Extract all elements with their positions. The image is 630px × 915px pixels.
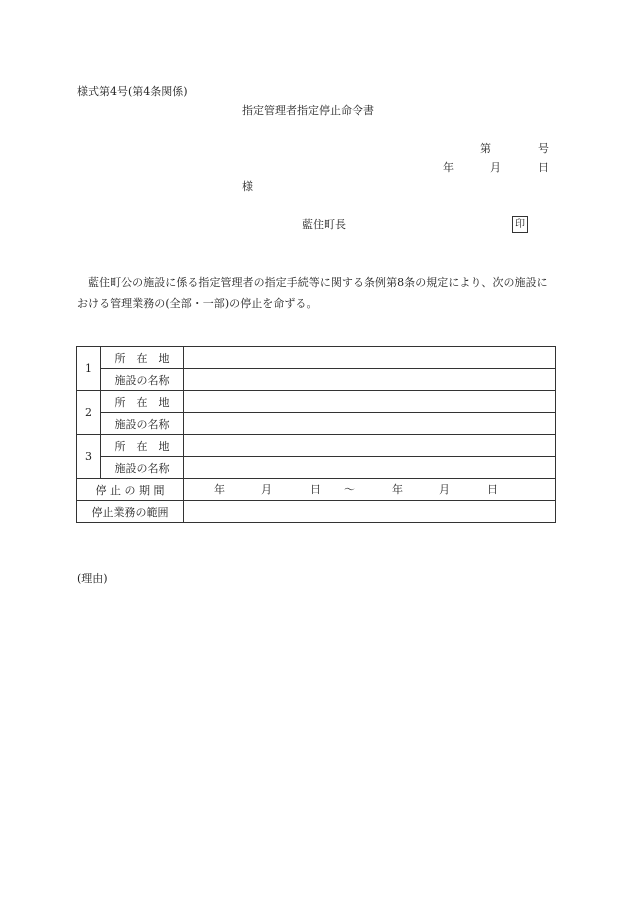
period-start-year: 年 xyxy=(214,483,225,496)
period-tilde: ～ xyxy=(344,483,355,496)
table-row xyxy=(77,457,556,479)
document-title: 指定管理者指定停止命令書 xyxy=(242,104,374,117)
location-label: 所 在 地 xyxy=(101,347,184,369)
row-number: 1 xyxy=(77,347,101,391)
location-label: 所 在 地 xyxy=(101,435,184,457)
suspended-scope-label: 停止業務の範囲 xyxy=(77,501,184,523)
facility-table xyxy=(76,346,556,523)
table-row xyxy=(77,413,556,435)
facility-name-value xyxy=(184,457,556,479)
facility-name-label: 施設の名称 xyxy=(101,369,184,391)
location-value xyxy=(184,347,556,369)
facility-name-value xyxy=(184,413,556,435)
facility-name-value xyxy=(184,369,556,391)
suspension-period-value xyxy=(184,479,556,501)
issuer-name: 藍住町長 xyxy=(302,218,346,231)
suspended-scope-value xyxy=(184,501,556,523)
date-year-label: 年 xyxy=(443,161,454,174)
table-row xyxy=(77,369,556,391)
period-start-month: 月 xyxy=(261,483,272,496)
period-end-day: 日 xyxy=(487,483,498,496)
table-row xyxy=(77,501,556,523)
period-end-year: 年 xyxy=(392,483,403,496)
table-row xyxy=(77,391,556,413)
addressee-suffix: 様 xyxy=(242,180,253,193)
period-end-month: 月 xyxy=(439,483,450,496)
row-number: 3 xyxy=(77,435,101,479)
location-label: 所 在 地 xyxy=(101,391,184,413)
facility-name-label: 施設の名称 xyxy=(101,413,184,435)
table-row xyxy=(77,435,556,457)
location-value xyxy=(184,391,556,413)
row-number: 2 xyxy=(77,391,101,435)
doc-number-prefix: 第 xyxy=(480,142,491,155)
form-number-label: 様式第4号(第4条関係) xyxy=(77,85,188,98)
doc-number-suffix: 号 xyxy=(538,142,549,155)
order-body-text: 藍住町公の施設に係る指定管理者の指定手続等に関する条例第8条の規定により、次の施設における管理業務の(全部・一部)の停止を命ずる。 xyxy=(77,276,548,310)
seal-mark: 印 xyxy=(512,216,528,233)
table-row xyxy=(77,479,556,501)
suspension-period-label: 停 止 の 期 間 xyxy=(77,479,184,501)
location-value xyxy=(184,435,556,457)
reason-label: (理由) xyxy=(77,572,108,585)
date-day-label: 日 xyxy=(538,161,549,174)
period-start-day: 日 xyxy=(310,483,321,496)
table-row xyxy=(77,347,556,369)
facility-name-label: 施設の名称 xyxy=(101,457,184,479)
date-month-label: 月 xyxy=(490,161,501,174)
